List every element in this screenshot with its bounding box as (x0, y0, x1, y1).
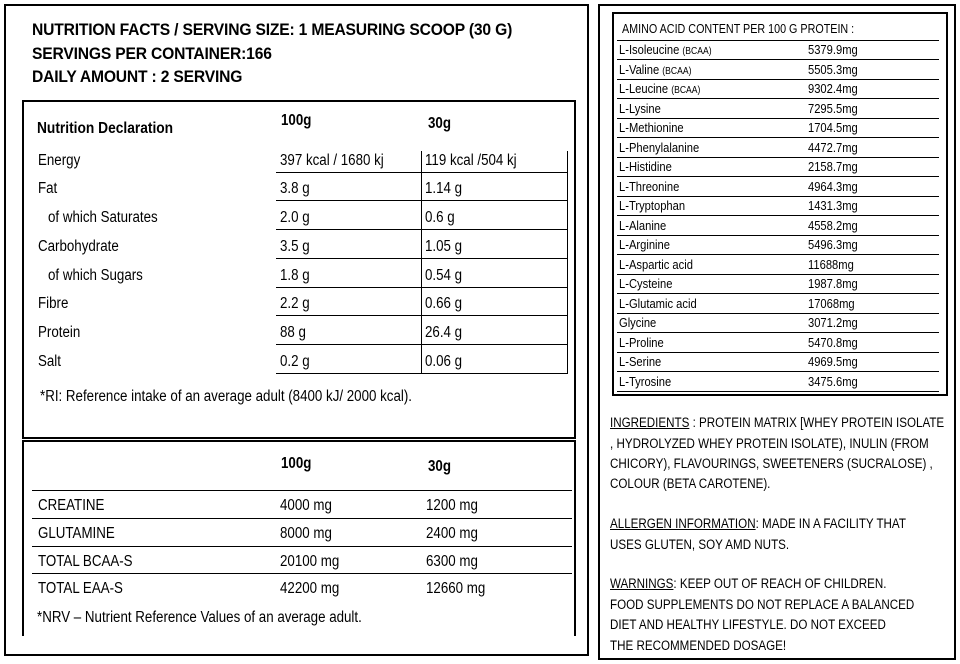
amino-row-name: L-Histidine (619, 159, 672, 174)
ri-footnote: *RI: Reference intake of an average adult (8400 kJ/ 2000 kcal). (40, 388, 412, 405)
servings-per-container: SERVINGS PER CONTAINER:166 (32, 44, 272, 63)
amino-row-name: L-Arginine (619, 237, 670, 252)
nutrition-row-30g: 1.05 g (425, 238, 463, 255)
nutrition-row-label: Fibre (38, 295, 69, 312)
row-rule (617, 196, 939, 197)
ingredients-line-4: COLOUR (BETA CAROTENE). (610, 476, 771, 491)
ingredients-heading: INGREDIENTS (610, 415, 690, 430)
nutrition-row-30g: 26.4 g (425, 324, 463, 341)
row-rule (617, 274, 939, 275)
amino-row-value: 4964.3mg (808, 178, 858, 194)
amino-row-name: L-Serine (619, 354, 662, 369)
amino-row-name: L-Alanine (619, 217, 667, 233)
nutrition-row-100g: 3.5 g (280, 238, 310, 255)
amino-row-value: 4969.5mg (808, 354, 858, 369)
nutrition-row-label: Fat (38, 180, 58, 197)
row-rule (617, 59, 939, 60)
amino-row-value: 5505.3mg (808, 61, 858, 77)
allergen-line-1: ALLERGEN INFORMATION: MADE IN A FACILITY THAT (610, 516, 906, 531)
nutrition-row-30g: 0.06 g (425, 353, 463, 370)
nutrition-row-label: Protein (38, 324, 81, 341)
bcaa-tag: (BCAA) (671, 85, 701, 96)
allergen-line-2: USES GLUTEN, SOY AMD NUTS. (610, 537, 790, 552)
supp-row-100g: 4000 mg (280, 497, 332, 514)
amino-row-value: 1431.3mg (808, 198, 858, 213)
supp-row-label: GLUTAMINE (38, 525, 115, 542)
amino-row-name: Glycine (619, 315, 657, 330)
amino-row-value: 1987.8mg (808, 276, 858, 291)
supp-row-30g: 6300 mg (426, 553, 478, 570)
nutrition-row-30g: 119 kcal /504 kj (425, 152, 517, 169)
row-rule (276, 287, 568, 288)
col-100g-header: 100g (281, 112, 312, 129)
amino-row-name: L-Tryptophan (619, 198, 686, 213)
daily-amount: DAILY AMOUNT : 2 SERVING (32, 67, 243, 86)
nrv-footnote: *NRV – Nutrient Reference Values of an average adult. (37, 609, 362, 626)
amino-row-name: L-Valine (BCAA) (619, 61, 692, 77)
supp-row-30g: 1200 mg (426, 497, 478, 514)
amino-row-value: 4558.2mg (808, 217, 858, 233)
nutrition-row-100g: 3.8 g (280, 180, 310, 197)
column-rule (421, 151, 422, 373)
row-rule (276, 172, 568, 173)
supp-row-100g: 42200 mg (280, 580, 340, 597)
row-rule (276, 200, 568, 201)
nutrition-row-30g: 0.66 g (425, 295, 463, 312)
allergen-heading: ALLERGEN INFORMATION (610, 516, 756, 531)
amino-row-name: L-Leucine (BCAA) (619, 81, 701, 96)
supp-col-30g-header: 30g (428, 458, 451, 475)
warnings-heading: WARNINGS (610, 576, 674, 591)
supp-row-label: TOTAL EAA-S (38, 580, 123, 597)
amino-row-value: 11688mg (808, 256, 854, 272)
column-rule (567, 151, 568, 373)
amino-row-name: L-Proline (619, 334, 664, 350)
nutrition-row-100g: 0.2 g (280, 353, 310, 370)
amino-row-value: 1704.5mg (808, 120, 858, 135)
row-rule (617, 40, 939, 41)
nutrition-row-30g: 1.14 g (425, 180, 463, 197)
warnings-line-4: THE RECOMMENDED DOSAGE! (610, 638, 787, 653)
row-rule (617, 215, 939, 216)
amino-row-value: 9302.4mg (808, 81, 858, 96)
nutrition-row-100g: 2.0 g (280, 209, 310, 226)
row-rule (32, 573, 572, 574)
amino-row-value: 17068mg (808, 295, 855, 311)
row-rule (32, 546, 572, 547)
supp-row-100g: 8000 mg (280, 525, 332, 542)
nutrition-row-label: Carbohydrate (38, 238, 119, 255)
nutrition-row-label: of which Saturates (48, 209, 158, 226)
row-rule (617, 352, 939, 353)
nutrition-title: Nutrition Declaration (37, 120, 174, 137)
row-rule (32, 490, 572, 491)
nutrition-row-100g: 88 g (280, 324, 306, 341)
nutrition-row-label: of which Sugars (48, 267, 143, 284)
row-rule (617, 176, 939, 177)
ingredients-line-2: , HYDROLYZED WHEY PROTEIN ISOLATE), INULIN (FROM (610, 436, 929, 451)
amino-row-value: 5470.8mg (808, 334, 858, 350)
row-rule (617, 254, 939, 255)
row-rule (276, 258, 568, 259)
row-rule (276, 373, 568, 374)
nutrition-row-30g: 0.6 g (425, 209, 455, 226)
supp-row-30g: 2400 mg (426, 525, 478, 542)
nutrition-row-100g: 397 kcal / 1680 kj (280, 152, 384, 169)
amino-row-name: L-Aspartic acid (619, 256, 693, 272)
bcaa-tag: (BCAA) (662, 65, 692, 77)
row-rule (617, 391, 939, 392)
nutrition-row-label: Energy (38, 152, 81, 169)
amino-row-name: L-Threonine (619, 178, 680, 194)
warnings-line-3: DIET AND HEALTHY LIFESTYLE. DO NOT EXCEED (610, 617, 886, 632)
col-30g-header: 30g (428, 115, 451, 132)
amino-row-name: L-Phenylalanine (619, 139, 700, 155)
amino-row-value: 5496.3mg (808, 237, 858, 252)
ingredients-line-1: INGREDIENTS : PROTEIN MATRIX [WHEY PROTEIN ISOLATE (610, 415, 945, 430)
amino-row-value: 2158.7mg (808, 159, 858, 174)
supp-col-100g-header: 100g (281, 455, 312, 472)
amino-row-name: L-Isoleucine (BCAA) (619, 42, 712, 57)
row-rule (276, 315, 568, 316)
row-rule (617, 235, 939, 236)
row-rule (617, 118, 939, 119)
nutrition-row-100g: 2.2 g (280, 295, 310, 312)
bcaa-tag: (BCAA) (682, 46, 712, 57)
row-rule (617, 293, 939, 294)
nutrition-row-label: Salt (38, 353, 61, 370)
supp-row-100g: 20100 mg (280, 553, 340, 570)
row-rule (276, 229, 568, 230)
amino-row-value: 7295.5mg (808, 100, 858, 116)
row-rule (617, 98, 939, 99)
row-rule (617, 137, 939, 138)
supp-row-label: TOTAL BCAA-S (38, 553, 133, 570)
amino-row-value: 3071.2mg (808, 315, 858, 330)
row-rule (32, 518, 572, 519)
amino-title: AMINO ACID CONTENT PER 100 G PROTEIN : (622, 22, 855, 36)
amino-row-name: L-Cysteine (619, 276, 673, 291)
amino-row-name: L-Methionine (619, 120, 684, 135)
amino-row-value: 5379.9mg (808, 42, 858, 57)
nutrition-row-100g: 1.8 g (280, 267, 310, 284)
warnings-line-2: FOOD SUPPLEMENTS DO NOT REPLACE A BALANCED (610, 597, 915, 612)
supp-row-30g: 12660 mg (426, 580, 486, 597)
amino-row-value: 4472.7mg (808, 139, 858, 155)
row-rule (617, 157, 939, 158)
serving-size-heading: NUTRITION FACTS / SERVING SIZE: 1 MEASURING SCOOP (30 G) (32, 20, 513, 39)
ingredients-line-3: CHICORY), FLAVOURINGS, SWEETENERS (SUCRALOSE) , (610, 456, 933, 471)
warnings-line-1: WARNINGS: KEEP OUT OF REACH OF CHILDREN. (610, 576, 887, 591)
amino-row-name: L-Lysine (619, 100, 661, 116)
row-rule (617, 371, 939, 372)
amino-row-value: 3475.6mg (808, 373, 858, 389)
row-rule (276, 344, 568, 345)
amino-row-name: L-Tyrosine (619, 373, 672, 389)
row-rule (617, 332, 939, 333)
supp-row-label: CREATINE (38, 497, 105, 514)
row-rule (617, 79, 939, 80)
nutrition-row-30g: 0.54 g (425, 267, 463, 284)
row-rule (617, 313, 939, 314)
amino-row-name: L-Glutamic acid (619, 295, 697, 311)
